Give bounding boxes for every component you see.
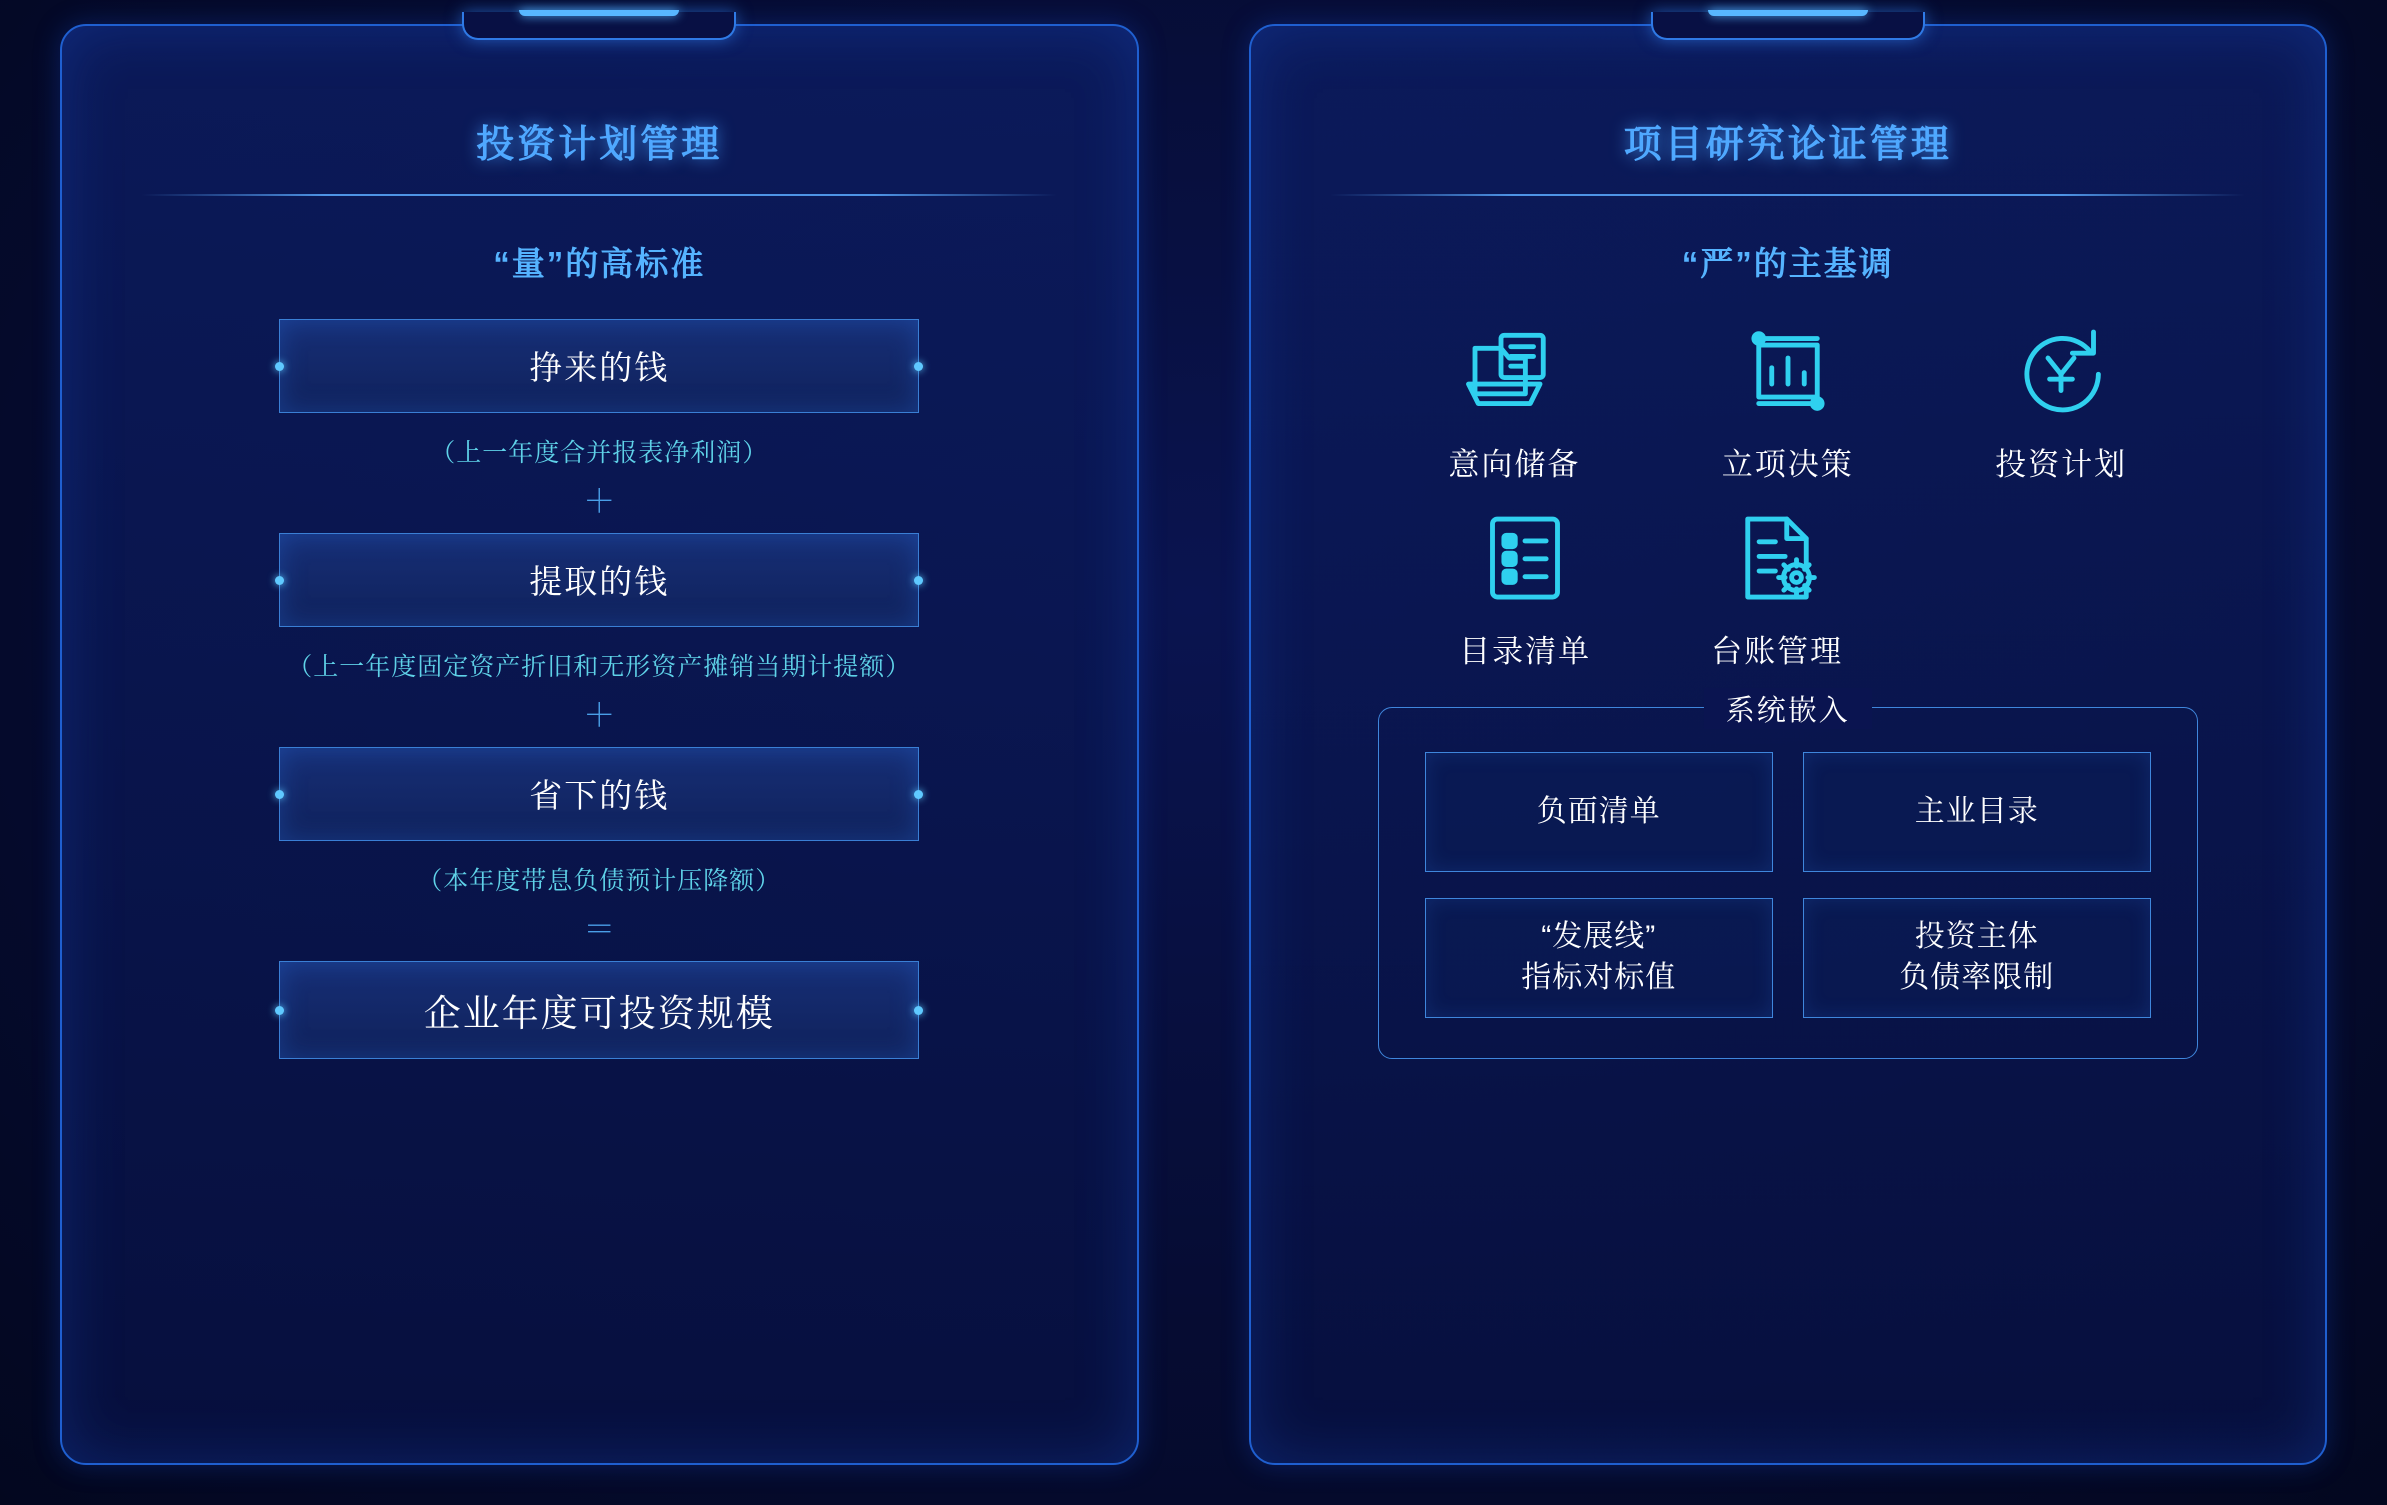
embed-item-label: 主业目录 bbox=[1914, 794, 2039, 828]
feature-item-ledger-management[interactable] bbox=[1711, 506, 1843, 671]
checklist-icon bbox=[1473, 506, 1577, 610]
panel-investment-plan bbox=[60, 24, 1139, 1465]
embed-item-debt-ratio-limit[interactable] bbox=[1803, 898, 2151, 1018]
feature-label: 意向储备 bbox=[1448, 446, 1581, 482]
feature-label: 台账管理 bbox=[1711, 633, 1844, 669]
embed-item-label-line2: 指标对标值 bbox=[1521, 960, 1677, 994]
embed-item-label-line1: 投资主体 bbox=[1914, 920, 2039, 954]
system-embed-legend: 系统嵌入 bbox=[1704, 688, 1872, 729]
formula-operator-plus-2: ＋ bbox=[583, 696, 616, 733]
system-embed-group bbox=[1378, 694, 2198, 1059]
formula-box-earned: 挣来的钱 bbox=[279, 319, 919, 413]
feature-label: 立项决策 bbox=[1721, 446, 1854, 482]
formula-note-extracted: （上一年度固定资产折旧和无形资产摊销当期计提额） bbox=[287, 652, 912, 681]
feature-item-catalog-list[interactable] bbox=[1459, 506, 1591, 671]
title-divider-left bbox=[142, 194, 1057, 196]
bar-chart-icon bbox=[1736, 319, 1840, 423]
feature-icon-grid bbox=[1378, 319, 2198, 671]
formula-note-earned: （上一年度合并报表净利润） bbox=[430, 438, 769, 467]
formula-operator-plus-1: ＋ bbox=[583, 482, 616, 519]
formula-box-saved: 省下的钱 bbox=[279, 747, 919, 841]
embed-item-development-line[interactable] bbox=[1425, 898, 1773, 1018]
subtitle-left: “量”的高标准 bbox=[493, 244, 706, 282]
system-embed-grid bbox=[1425, 752, 2151, 1018]
embed-item-label-line2: 负债率限制 bbox=[1899, 960, 2055, 994]
page-title-right: 项目研究论证管理 bbox=[1623, 124, 1952, 167]
embed-item-label: 负面清单 bbox=[1536, 794, 1661, 828]
embed-item-main-business-catalog[interactable] bbox=[1803, 752, 2151, 872]
embed-item-label-line1: “发展线” bbox=[1541, 920, 1657, 954]
feature-item-intent-reserve[interactable] bbox=[1378, 319, 1651, 484]
feature-item-project-decision[interactable] bbox=[1651, 319, 1924, 484]
formula-note-saved: （本年度带息负债预计压降额） bbox=[417, 866, 782, 895]
panel-notch-decoration bbox=[462, 12, 736, 40]
feature-label: 目录清单 bbox=[1459, 633, 1592, 669]
embed-item-negative-list[interactable] bbox=[1425, 752, 1773, 872]
formula-operator-equals: ＝ bbox=[583, 910, 616, 947]
folder-document-icon bbox=[1462, 319, 1566, 423]
panel-notch-decoration bbox=[1651, 12, 1925, 40]
formula-box-result: 企业年度可投资规模 bbox=[279, 961, 919, 1059]
feature-label: 投资计划 bbox=[1995, 446, 2128, 482]
subtitle-right: “严”的主基调 bbox=[1681, 244, 1894, 282]
yuan-refresh-icon bbox=[2009, 319, 2113, 423]
formula-box-extracted: 提取的钱 bbox=[279, 533, 919, 627]
title-divider-right bbox=[1330, 194, 2245, 196]
page-title-left: 投资计划管理 bbox=[476, 124, 723, 167]
feature-item-investment-plan[interactable] bbox=[1924, 319, 2197, 484]
document-gear-icon bbox=[1725, 506, 1829, 610]
investment-formula bbox=[279, 319, 919, 1059]
panel-project-research bbox=[1249, 24, 2328, 1465]
